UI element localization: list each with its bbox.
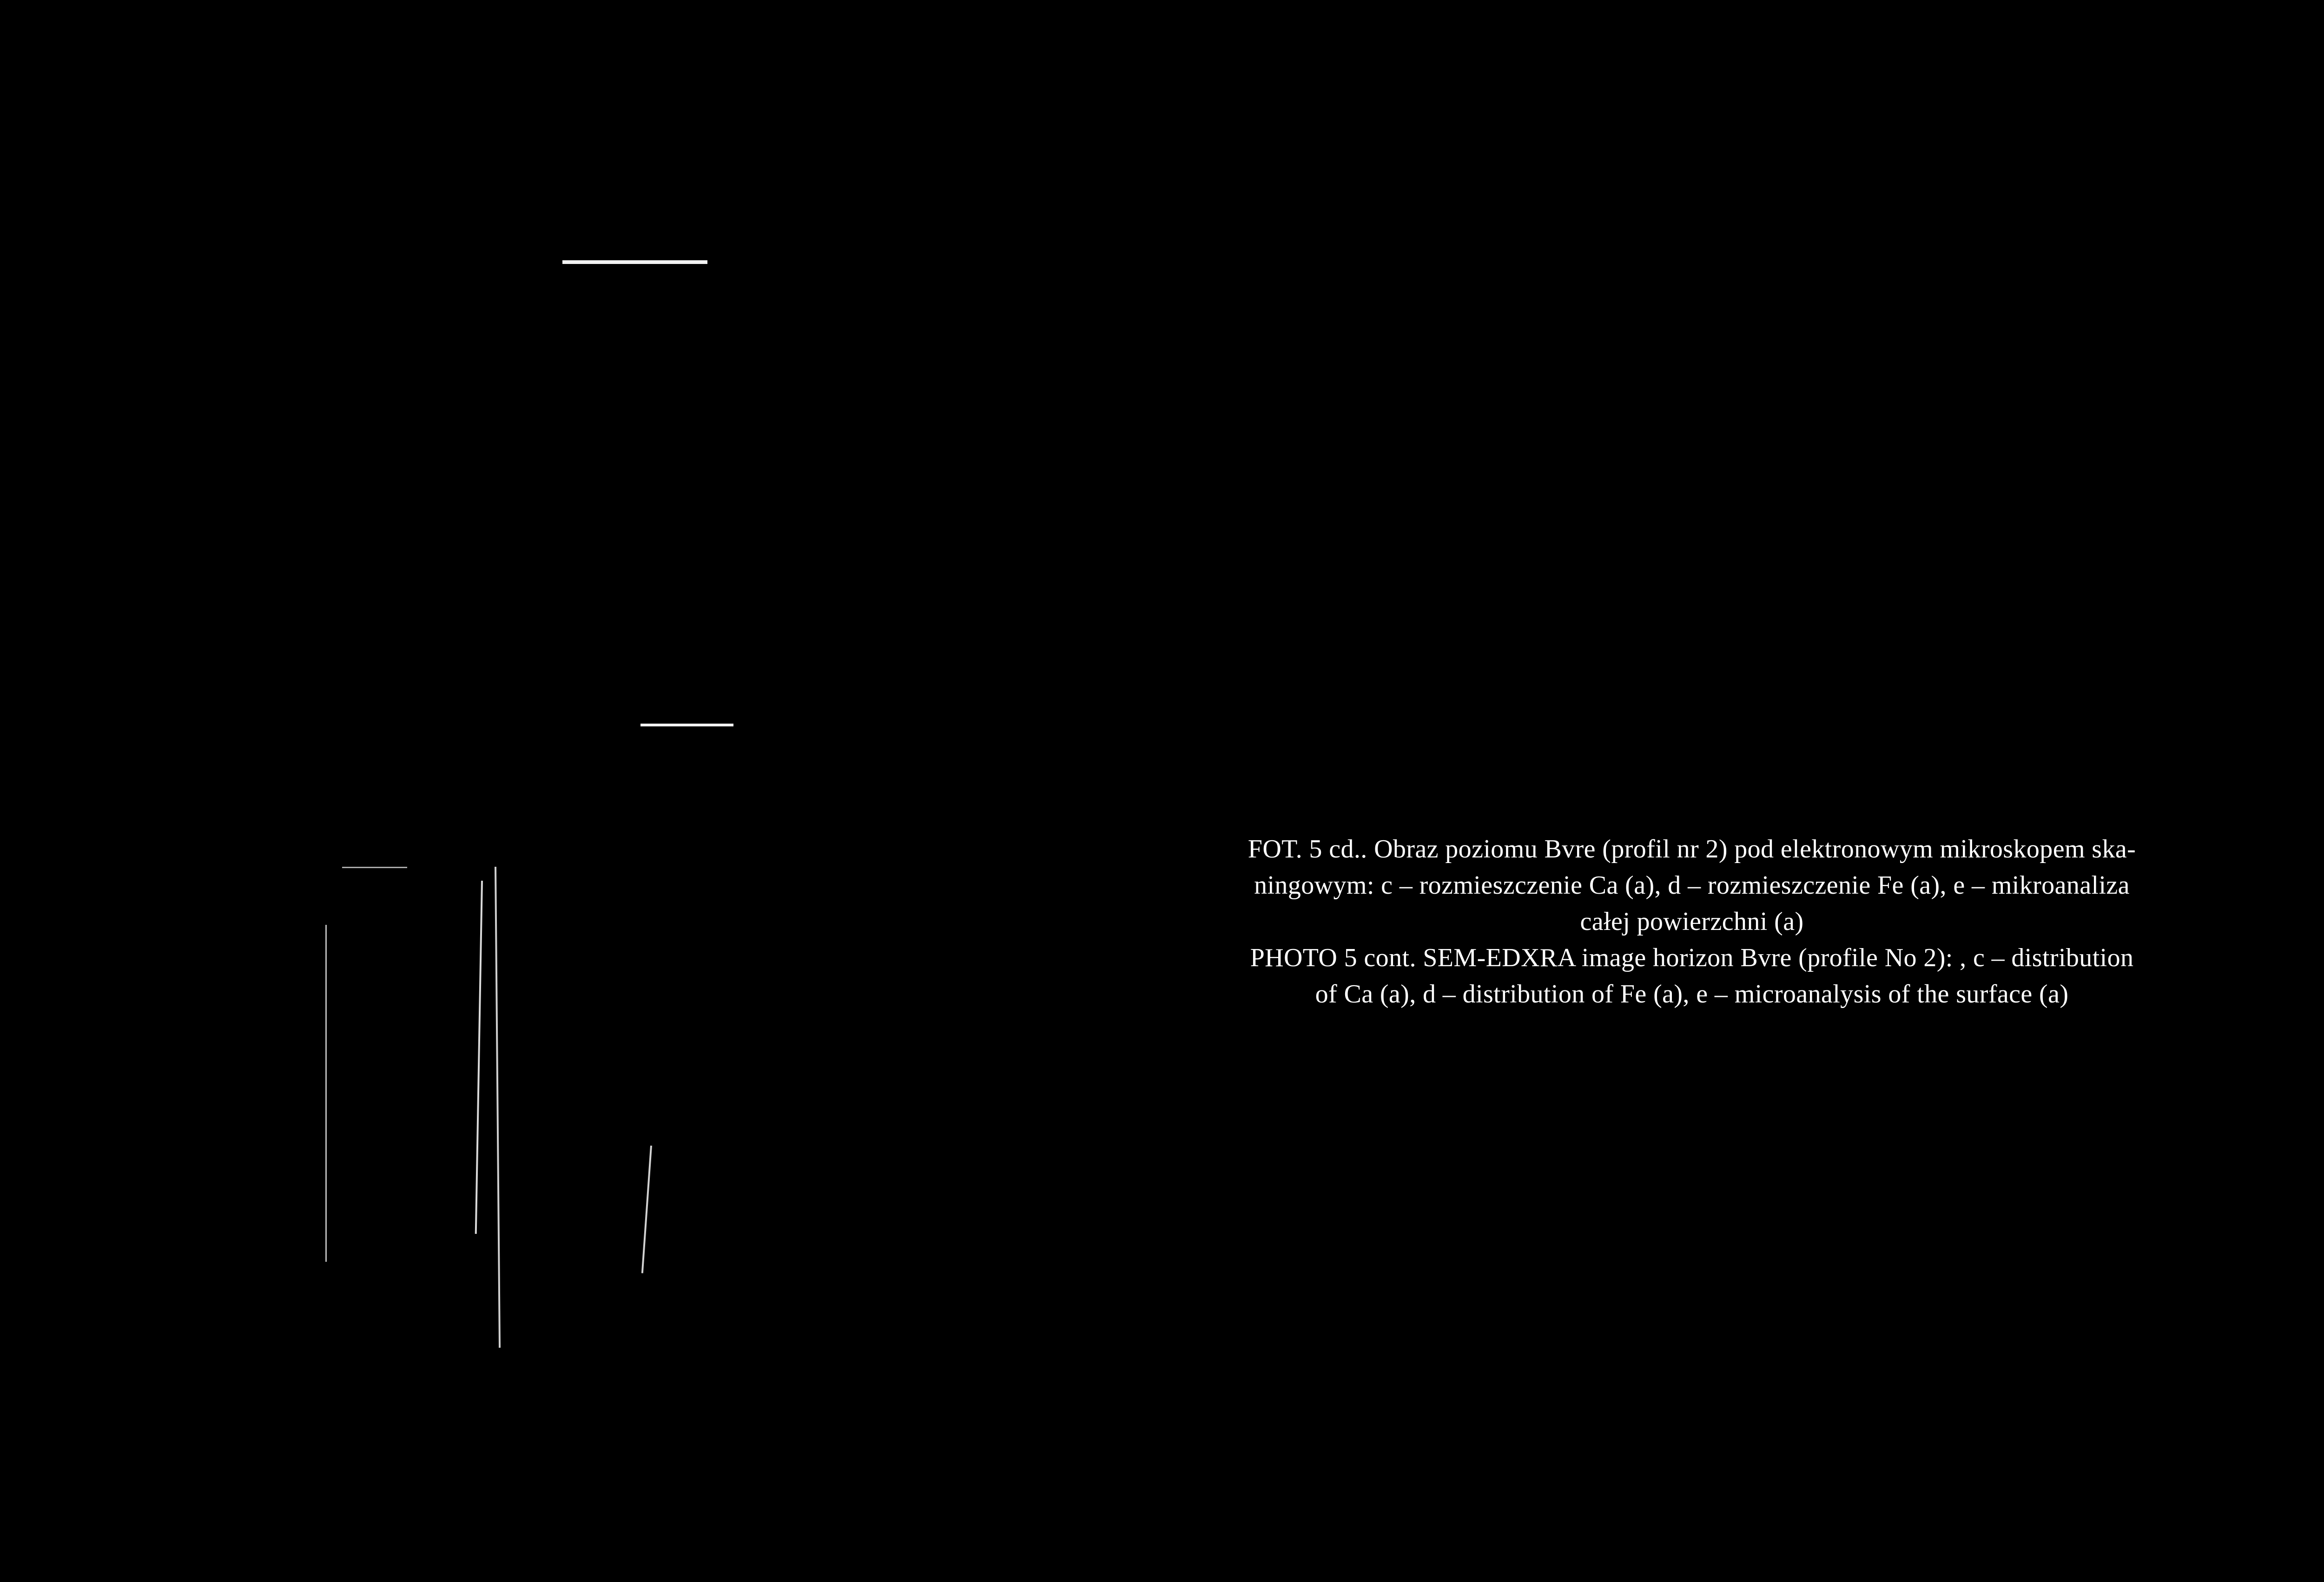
scan-artifact-line — [641, 1146, 652, 1273]
caption-polish-line-3: całej powierzchni (a) — [1580, 907, 1804, 936]
scan-artifact-line — [475, 881, 483, 1234]
figure-caption — [1171, 832, 2212, 1011]
scan-artifact-line — [640, 724, 733, 726]
caption-english-line-2: of Ca (a), d – distribution of Fe (a), e – microanalysis of the surface (a) — [1315, 980, 2069, 1009]
scan-artifact-line — [495, 867, 501, 1348]
caption-polish-line-1: FOT. 5 cd.. Obraz poziomu Bvre (profil nr 2) pod elektronowym mikroskopem ska- — [1248, 835, 2136, 864]
caption-english-line-1: PHOTO 5 cont. SEM-EDXRA image horizon Bvre (profile No 2): , c – distribution — [1250, 943, 2134, 972]
scan-artifact-line — [325, 925, 327, 1262]
scan-artifact-line — [342, 867, 407, 868]
caption-polish-line-2: ningowym: c – rozmieszczenie Ca (a), d – rozmieszczenie Fe (a), e – mikroanaliza — [1254, 871, 2130, 900]
scan-artifact-line — [562, 260, 707, 264]
